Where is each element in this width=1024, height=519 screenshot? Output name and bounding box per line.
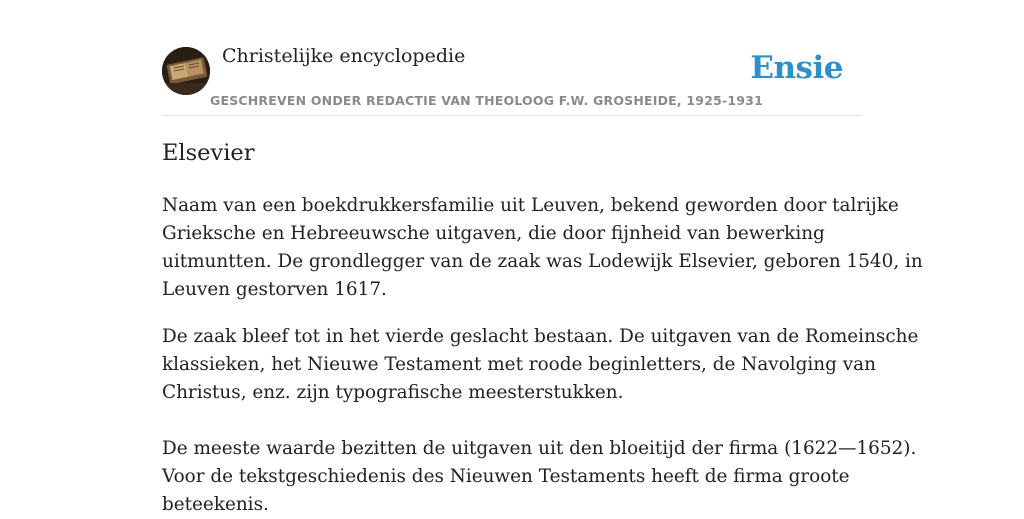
paragraph-line: Leuven gestorven 1617. xyxy=(162,279,387,300)
paragraph-line: klassieken, het Nieuwe Testament met roode beginletters, de Navolging van xyxy=(162,354,876,375)
paragraph-line: Grieksche en Hebreeuwsche uitgaven, die door fijnheid van bewerking xyxy=(162,223,825,244)
paragraph-1 xyxy=(162,192,923,304)
paragraph-line: De meeste waarde bezitten de uitgaven uit den bloeitijd der firma (1622—1652). xyxy=(162,438,917,459)
paragraph-line: beteekenis. xyxy=(162,494,269,515)
site-subtitle: GESCHREVEN ONDER REDACTIE VAN THEOLOOG F.W. GROSHEIDE, 1925-1931 xyxy=(210,93,763,108)
article-title: Elsevier xyxy=(162,140,255,166)
paragraph-line: Christus, enz. zijn typografische meesterstukken. xyxy=(162,382,624,403)
site-title[interactable]: Christelijke encyclopedie xyxy=(222,45,466,67)
paragraph-line: Naam van een boekdrukkersfamilie uit Leuven, bekend geworden door talrijke xyxy=(162,195,899,216)
brand-logo[interactable]: Ensie xyxy=(750,50,843,86)
paragraph-line: uitmuntten. De grondlegger van de zaak was Lodewijk Elsevier, geboren 1540, in xyxy=(162,251,923,272)
paragraph-line: De zaak bleef tot in het vierde geslacht bestaan. De uitgaven van de Romeinsche xyxy=(162,326,919,347)
page xyxy=(162,0,923,515)
paragraph-2 xyxy=(162,323,919,407)
paragraph-3 xyxy=(162,435,917,519)
paragraph-line: Voor de tekstgeschiedenis des Nieuwen Testaments heeft de firma groote xyxy=(162,466,850,487)
site-header xyxy=(162,0,862,116)
book-photo-icon[interactable] xyxy=(162,47,210,95)
